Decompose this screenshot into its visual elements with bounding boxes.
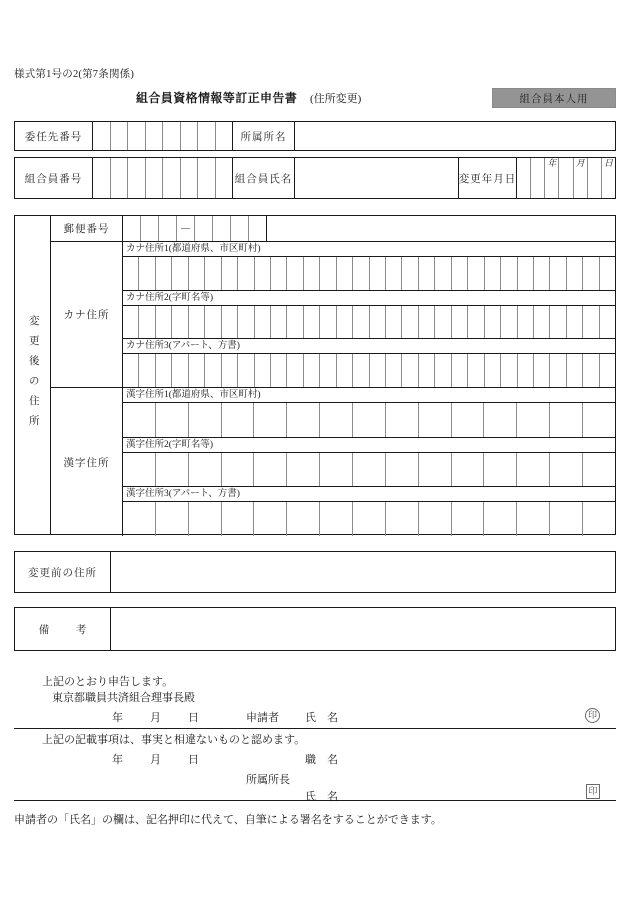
kanji-address-cell[interactable] — [287, 453, 320, 487]
kana-address-cell[interactable] — [567, 257, 583, 290]
kana-address-cell[interactable] — [238, 257, 254, 290]
supervisor-month-label: 月 — [150, 754, 161, 766]
kanji-address-cell[interactable] — [484, 502, 517, 536]
kana-address-row — [123, 242, 615, 291]
page-title: 組合員資格情報等訂正申告書 — [136, 91, 298, 105]
kana-address-cell[interactable] — [304, 354, 320, 387]
kana-address-cell[interactable] — [189, 354, 205, 387]
kana-address-cell[interactable] — [583, 257, 599, 290]
kana-address-input[interactable] — [123, 257, 615, 290]
kanji-address-cell[interactable] — [156, 502, 189, 536]
kanji-address-cell[interactable] — [353, 453, 386, 487]
previous-address-input[interactable] — [111, 552, 615, 592]
kana-address-cell[interactable] — [222, 306, 238, 339]
postal-code-label: 郵便番号 — [51, 216, 123, 241]
kana-address-cell[interactable] — [139, 354, 155, 387]
kanji-address-cell[interactable] — [222, 403, 255, 437]
change-date-cell[interactable] — [559, 158, 573, 198]
kanji-address-cell[interactable] — [484, 403, 517, 437]
postal-code-spacer — [267, 216, 615, 241]
kanji-address-cell[interactable] — [156, 403, 189, 437]
supervisor-name-label: 氏 名 — [305, 791, 338, 803]
kana-address-row — [123, 291, 615, 340]
kana-address-row — [123, 339, 615, 387]
kanji-address-row-heading: 漢字住所3(アパート、方書) — [123, 487, 615, 502]
kana-address-cell[interactable] — [320, 354, 336, 387]
date-unit-label: 月 — [575, 158, 585, 168]
kana-address-cell[interactable] — [452, 306, 468, 339]
entrust-number-cell[interactable] — [163, 122, 181, 150]
entrust-number-label: 委任先番号 — [15, 122, 93, 150]
kana-address-cell[interactable] — [501, 306, 517, 339]
supervisor-org-label: 所属所長 — [246, 774, 290, 786]
kana-address-cell[interactable] — [534, 306, 550, 339]
date-unit-label: 年 — [547, 158, 557, 168]
kana-address-cell[interactable] — [518, 306, 534, 339]
kanji-address-cell[interactable] — [550, 502, 583, 536]
kana-address-cell[interactable] — [370, 354, 386, 387]
kana-address-cell[interactable] — [123, 257, 139, 290]
kana-address-cell[interactable] — [468, 306, 484, 339]
kanji-address-cell[interactable] — [419, 453, 452, 487]
change-date-cell[interactable] — [588, 158, 602, 198]
applicant-seal-icon[interactable]: 印 — [585, 708, 600, 723]
kanji-address-cell[interactable] — [222, 502, 255, 536]
kana-address-cell[interactable] — [156, 257, 172, 290]
kanji-address-cell[interactable] — [189, 502, 222, 536]
remarks-block — [14, 607, 616, 651]
kana-address-row-heading: カナ住所2(字町名等) — [123, 291, 615, 306]
kana-address-cell[interactable] — [320, 306, 336, 339]
kanji-address-row — [123, 438, 615, 488]
postal-code-cell[interactable] — [249, 216, 266, 241]
kana-address-cell[interactable] — [370, 306, 386, 339]
kana-address-cell[interactable] — [452, 257, 468, 290]
kanji-address-cell[interactable] — [320, 502, 353, 536]
kana-address-cell[interactable] — [583, 306, 599, 339]
kanji-address-cell[interactable] — [189, 403, 222, 437]
entrust-number-block — [14, 121, 616, 151]
postal-code-cell[interactable] — [231, 216, 249, 241]
change-date-input[interactable] — [517, 158, 615, 198]
kana-address-cell[interactable] — [386, 257, 402, 290]
status-badge: 組合員本人用 — [492, 88, 616, 108]
postal-code-input[interactable] — [123, 216, 267, 241]
kana-address-cell[interactable] — [172, 354, 188, 387]
declaration-line-1: 上記のとおり申告します。 — [42, 676, 174, 688]
member-number-cell[interactable] — [146, 158, 164, 198]
change-date-label: 変更年月日 — [459, 158, 517, 198]
kanji-address-cell[interactable] — [320, 453, 353, 487]
kana-address-cell[interactable] — [419, 257, 435, 290]
kanji-address-cell[interactable] — [189, 453, 222, 487]
kana-address-cell[interactable] — [353, 354, 369, 387]
kana-address-cell[interactable] — [402, 354, 418, 387]
postal-code-separator: — — [177, 216, 195, 241]
kanji-address-cell[interactable] — [254, 453, 287, 487]
kana-address-cell[interactable] — [271, 354, 287, 387]
kana-address-cell[interactable] — [468, 257, 484, 290]
kana-address-cell[interactable] — [337, 306, 353, 339]
kana-address-cell[interactable] — [534, 257, 550, 290]
kanji-address-cell[interactable] — [123, 403, 156, 437]
change-date-cell[interactable] — [602, 158, 615, 198]
member-name-input[interactable] — [295, 158, 459, 198]
kanji-address-cell[interactable] — [452, 502, 485, 536]
kanji-address-group — [51, 388, 615, 536]
footnote: 申請者の「氏名」の欄は、記名押印に代えて、自筆による署名をすることができます。 — [14, 814, 442, 826]
member-number-cell[interactable] — [198, 158, 216, 198]
kana-address-cell[interactable] — [205, 257, 221, 290]
form-code: 様式第1号の2(第7条関係) — [14, 69, 135, 80]
supervisor-seal-icon[interactable]: 印 — [586, 784, 600, 799]
kanji-address-cell[interactable] — [353, 403, 386, 437]
kanji-address-cell[interactable] — [386, 453, 419, 487]
declaration-line-2: 上記の記載事項は、事実と相違ないものと認めます。 — [42, 734, 306, 746]
kanji-address-cell[interactable] — [287, 502, 320, 536]
previous-address-block — [14, 551, 616, 593]
kana-address-cell[interactable] — [402, 306, 418, 339]
entrust-number-cell[interactable] — [216, 122, 233, 150]
supervisor-signature-row — [14, 748, 616, 801]
kana-address-cell[interactable] — [583, 354, 599, 387]
kana-address-cell[interactable] — [600, 257, 615, 290]
postal-code-cell[interactable] — [213, 216, 231, 241]
kana-address-group — [51, 242, 615, 388]
remarks-input[interactable] — [111, 608, 615, 650]
kana-address-cell[interactable] — [222, 257, 238, 290]
applicant-signature-row — [14, 706, 616, 729]
postal-code-cell[interactable] — [159, 216, 177, 241]
entrust-number-cell[interactable] — [111, 122, 129, 150]
applicant-role-label: 申請者 — [246, 712, 279, 724]
entrust-number-cell[interactable] — [128, 122, 146, 150]
entrust-number-cell[interactable] — [198, 122, 216, 150]
kana-address-cell[interactable] — [139, 306, 155, 339]
applicant-month-label: 月 — [150, 712, 161, 724]
kana-address-cell[interactable] — [518, 354, 534, 387]
member-name-label: 組合員氏名 — [233, 158, 295, 198]
kana-address-cell[interactable] — [320, 257, 336, 290]
postal-code-cell[interactable] — [123, 216, 141, 241]
kanji-address-input[interactable] — [123, 502, 615, 536]
kanji-address-row-heading: 漢字住所2(字町名等) — [123, 438, 615, 453]
postal-code-cell[interactable] — [141, 216, 159, 241]
kana-address-cell[interactable] — [337, 257, 353, 290]
kana-address-cell[interactable] — [567, 354, 583, 387]
kana-address-row-heading: カナ住所3(アパート、方書) — [123, 339, 615, 354]
kana-address-cell[interactable] — [304, 257, 320, 290]
entrust-number-cell[interactable] — [146, 122, 164, 150]
applicant-day-label: 日 — [188, 712, 199, 724]
kanji-address-row — [123, 388, 615, 438]
kana-address-cell[interactable] — [271, 257, 287, 290]
kana-address-cell[interactable] — [370, 257, 386, 290]
postal-code-cell[interactable] — [195, 216, 213, 241]
kanji-address-cell[interactable] — [254, 502, 287, 536]
title-row — [0, 88, 630, 112]
kana-address-cell[interactable] — [172, 257, 188, 290]
kana-address-cell[interactable] — [386, 354, 402, 387]
kana-address-cell[interactable] — [271, 306, 287, 339]
kana-address-cell[interactable] — [501, 354, 517, 387]
kana-address-cell[interactable] — [255, 306, 271, 339]
kana-address-cell[interactable] — [189, 306, 205, 339]
supervisor-title-label: 職 名 — [305, 754, 338, 766]
member-number-cell[interactable] — [181, 158, 199, 198]
kana-address-cell[interactable] — [238, 354, 254, 387]
kanji-address-input[interactable] — [123, 453, 615, 487]
office-name-label: 所属所名 — [233, 122, 295, 150]
kanji-address-input[interactable] — [123, 403, 615, 437]
kana-address-cell[interactable] — [567, 306, 583, 339]
kana-address-cell[interactable] — [550, 306, 566, 339]
kana-address-cell[interactable] — [501, 257, 517, 290]
kanji-address-cell[interactable] — [254, 403, 287, 437]
kana-address-cell[interactable] — [255, 257, 271, 290]
kanji-address-cell[interactable] — [452, 403, 485, 437]
kana-address-cell[interactable] — [172, 306, 188, 339]
kana-address-cell[interactable] — [550, 354, 566, 387]
entrust-number-cell[interactable] — [93, 122, 111, 150]
new-address-side-label: 変更後の住所 — [15, 216, 51, 534]
member-number-block — [14, 157, 616, 199]
kana-address-cell[interactable] — [353, 257, 369, 290]
kana-address-cell[interactable] — [123, 354, 139, 387]
kana-address-cell[interactable] — [337, 354, 353, 387]
kanji-address-cell[interactable] — [550, 403, 583, 437]
kana-address-cell[interactable] — [287, 354, 303, 387]
kana-address-cell[interactable] — [485, 306, 501, 339]
kana-address-cell[interactable] — [156, 306, 172, 339]
date-unit-label: 日 — [603, 158, 613, 168]
kana-address-cell[interactable] — [287, 257, 303, 290]
kanji-address-cell[interactable] — [353, 502, 386, 536]
kanji-address-cell[interactable] — [517, 403, 550, 437]
kana-address-cell[interactable] — [123, 306, 139, 339]
change-date-cell[interactable] — [545, 158, 559, 198]
kanji-address-cell[interactable] — [123, 502, 156, 536]
applicant-year-label: 年 — [112, 712, 123, 724]
kana-address-cell[interactable] — [600, 354, 615, 387]
kana-address-cell[interactable] — [386, 306, 402, 339]
remarks-label: 備 考 — [15, 608, 111, 650]
kanji-address-cell[interactable] — [583, 403, 615, 437]
kana-address-cell[interactable] — [468, 354, 484, 387]
kanji-address-row — [123, 487, 615, 536]
page-subtitle: (住所変更) — [310, 93, 362, 105]
change-date-cell[interactable] — [574, 158, 588, 198]
kana-address-cell[interactable] — [419, 354, 435, 387]
kana-address-cell[interactable] — [435, 257, 451, 290]
kana-address-cell[interactable] — [222, 354, 238, 387]
kana-address-cell[interactable] — [419, 306, 435, 339]
kana-address-input[interactable] — [123, 354, 615, 387]
postal-code-row — [51, 216, 615, 242]
new-address-block — [14, 215, 616, 535]
applicant-name-label: 氏 名 — [305, 712, 338, 724]
change-date-cell[interactable] — [517, 158, 531, 198]
kana-address-cell[interactable] — [139, 257, 155, 290]
kanji-address-cell[interactable] — [517, 502, 550, 536]
change-date-cell[interactable] — [531, 158, 545, 198]
member-number-input[interactable] — [93, 158, 233, 198]
kana-address-cell[interactable] — [189, 257, 205, 290]
kana-address-cell[interactable] — [452, 354, 468, 387]
new-address-body — [51, 216, 615, 534]
kanji-address-label: 漢字住所 — [51, 388, 123, 536]
kana-address-cell[interactable] — [518, 257, 534, 290]
kanji-address-cell[interactable] — [123, 453, 156, 487]
kana-address-cell[interactable] — [550, 257, 566, 290]
kanji-address-cell[interactable] — [419, 502, 452, 536]
office-name-input[interactable] — [295, 122, 615, 150]
previous-address-label: 変更前の住所 — [15, 552, 111, 592]
entrust-number-input[interactable] — [93, 122, 233, 150]
kanji-address-cell[interactable] — [386, 403, 419, 437]
kana-address-cell[interactable] — [156, 354, 172, 387]
member-number-cell[interactable] — [111, 158, 129, 198]
kanji-address-cell[interactable] — [550, 453, 583, 487]
kanji-address-cell[interactable] — [583, 453, 615, 487]
supervisor-year-label: 年 — [112, 754, 123, 766]
kanji-address-cell[interactable] — [419, 403, 452, 437]
member-number-label: 組合員番号 — [15, 158, 93, 198]
supervisor-day-label: 日 — [188, 754, 199, 766]
entrust-number-cell[interactable] — [181, 122, 199, 150]
kana-address-cell[interactable] — [402, 257, 418, 290]
kanji-address-cell[interactable] — [517, 453, 550, 487]
member-number-cell[interactable] — [216, 158, 233, 198]
kanji-address-cell[interactable] — [386, 502, 419, 536]
kana-address-cell[interactable] — [485, 257, 501, 290]
kana-address-label: カナ住所 — [51, 242, 123, 387]
kanji-address-cell[interactable] — [287, 403, 320, 437]
kana-address-cell[interactable] — [205, 354, 221, 387]
kana-address-cell[interactable] — [205, 306, 221, 339]
kanji-address-row-heading: 漢字住所1(都道府県、市区町村) — [123, 388, 615, 403]
kana-address-cell[interactable] — [255, 354, 271, 387]
kanji-address-cell[interactable] — [484, 453, 517, 487]
kana-address-cell[interactable] — [435, 306, 451, 339]
kana-address-cell[interactable] — [238, 306, 254, 339]
kana-address-cell[interactable] — [485, 354, 501, 387]
kana-address-cell[interactable] — [534, 354, 550, 387]
kanji-address-cell[interactable] — [583, 502, 615, 536]
member-number-cell[interactable] — [163, 158, 181, 198]
kanji-address-cell[interactable] — [222, 453, 255, 487]
kana-address-cell[interactable] — [435, 354, 451, 387]
kana-address-input[interactable] — [123, 306, 615, 339]
member-number-cell[interactable] — [93, 158, 111, 198]
declaration-addressee: 東京都職員共済組合理事長殿 — [52, 692, 195, 704]
kanji-address-cell[interactable] — [320, 403, 353, 437]
kanji-address-cell[interactable] — [452, 453, 485, 487]
kana-address-cell[interactable] — [353, 306, 369, 339]
kana-address-cell[interactable] — [600, 306, 615, 339]
kana-address-cell[interactable] — [304, 306, 320, 339]
kana-address-cell[interactable] — [287, 306, 303, 339]
member-number-cell[interactable] — [128, 158, 146, 198]
kanji-address-cell[interactable] — [156, 453, 189, 487]
kana-address-row-heading: カナ住所1(都道府県、市区町村) — [123, 242, 615, 257]
